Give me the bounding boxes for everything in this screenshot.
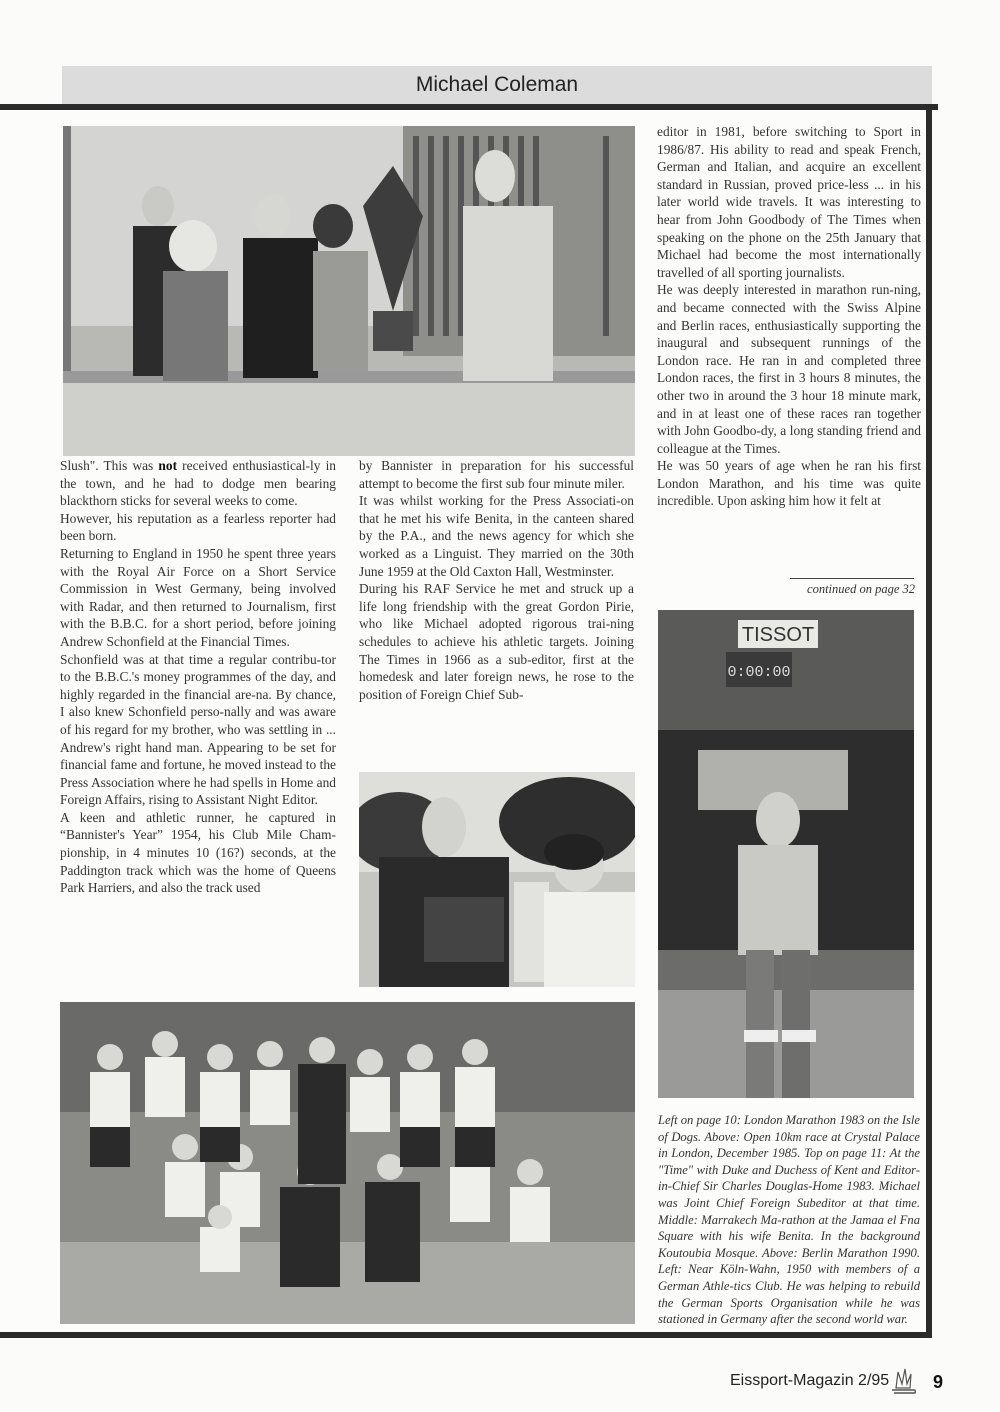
page-number: 9 xyxy=(933,1372,944,1392)
page-header xyxy=(62,66,932,104)
footer-publication: Eissport-Magazin 2/95 xyxy=(730,1372,890,1389)
photo-koeln-wahn-athletes xyxy=(60,1002,635,1324)
photo-berlin-marathon xyxy=(658,610,914,1098)
paragraph: However, his reputation as a fearless reporter had been born. xyxy=(60,510,336,544)
photo-top-times-group xyxy=(63,126,635,456)
race-clock-text: 0:00:00 xyxy=(727,664,791,681)
photo-marrakech-marathon xyxy=(359,772,635,987)
skate-wings-icon xyxy=(888,1366,918,1396)
page-title: Michael Coleman xyxy=(415,73,579,96)
paragraph: Returning to England in 1950 he spent three years with the Royal Air Force on a Short Service Commission in West Germany, being involved with Radar, and then returned to Journalism, first with the B.B.C. for a short period, before joining Andrew Schonfield at the Financial Times. xyxy=(60,545,336,649)
paragraph: Schonfield was at that time a regular contribu-tor to the B.B.C.'s money programmes of the day, and highly regarded in the financial are-na. By chance, I also knew Schonfield perso-nally and was aware of his regard for my brother, who was settling in ... Andrew's right hand man. Appearing to be set for financial fame and fortune, he moved instead to the Press Association where he had spells in Home and Foreign Affairs, rising to Assistant Night Editor. xyxy=(60,651,336,808)
tissot-sign-text: TISSOT xyxy=(741,624,815,646)
article-column-middle xyxy=(359,457,634,703)
paragraph: editor in 1981, before switching to Sport in 1986/87. His ability to read and speak French, German and Italian, and acquire an excellent standard in Russian, proved price-less ... in his later world wide travels. It was interesting to hear from John Goodbody of The Times when speaking on the phone on the 25th January that Michael had become the most internationally travelled of all sporting journalists. xyxy=(657,124,921,280)
paragraph: A keen and athletic runner, he captured in “Bannister's Year” 1954, his Club Mile Cham-pionship, in 4 minutes 10 (16?) seconds, at the Paddington track which was the home of Queens Park Harriers, and also the track used xyxy=(60,809,336,896)
paragraph: by Bannister in preparation for his successful attempt to become the first sub four minute miler. xyxy=(359,458,634,491)
paragraph: He was deeply interested in marathon run-ning, and became connected with the Swiss Alpine and Berlin races, enthusiastically supporting the inaugural and subsequent runnings of the London race. He ran in and completed three London races, the first in 3 hours 8 minutes, the other two in around the 3 hour 18 minute mark, and in at least one of these races ran together with John Goodbo-dy, a long standing friend and colleague at the Times. xyxy=(657,282,921,456)
paragraph: Slush". This was not received enthusiastical-ly in the town, and he had to dodge men bearing blackthorn sticks for several weeks to come. xyxy=(60,458,336,509)
article-column-left xyxy=(60,457,336,897)
paragraph: It was whilst working for the Press Associati-on that he met his wife Benita, in the canteen shared by the P.A., and the news agency for which she worked as a Linguist. They married on the 30th June 1959 at the Old Caxton Hall, Westminster. xyxy=(359,493,634,579)
continued-on-link: continued on page 32 xyxy=(807,582,915,596)
photo-caption: Left on page 10: London Marathon 1983 on the Isle of Dogs. Above: Open 10km race at Crystal Palace in London, December 1985. Top on page 11: At the "Time" with Duke and Duchess of Kent and Editor-in-Chief Sir Charles Douglas-Home 1983. Michael was Joint Chief Foreign Subeditor at that time. Middle: Marrakech Ma-rathon at the Jamaa el Fna Square with his wife Benita. In the background Koutoubia Mosque. Above: Berlin Marathon 1990. Left: Near Köln-Wahn, 1950 with members of a German Athle-tics Club. He was helping to rebuild the German Sports Organisation while he was stationed in Germany after the second world war. xyxy=(658,1113,921,1327)
article-column-right xyxy=(657,123,921,510)
paragraph: He was 50 years of age when he ran his first London Marathon, and his time was quite incredible. Upon asking him how it felt at xyxy=(657,458,921,509)
paragraph: During his RAF Service he met and struck up a life long friendship with the great Gordon Pirie, who like Michael adopted rigorous trai-ning schedules to achieve his athletic targets. Joining The Times in 1966 as a sub-editor, first at the homedesk and later foreign news, he rose to the position of Foreign Chief Sub- xyxy=(359,581,634,702)
continued-divider xyxy=(790,578,914,579)
